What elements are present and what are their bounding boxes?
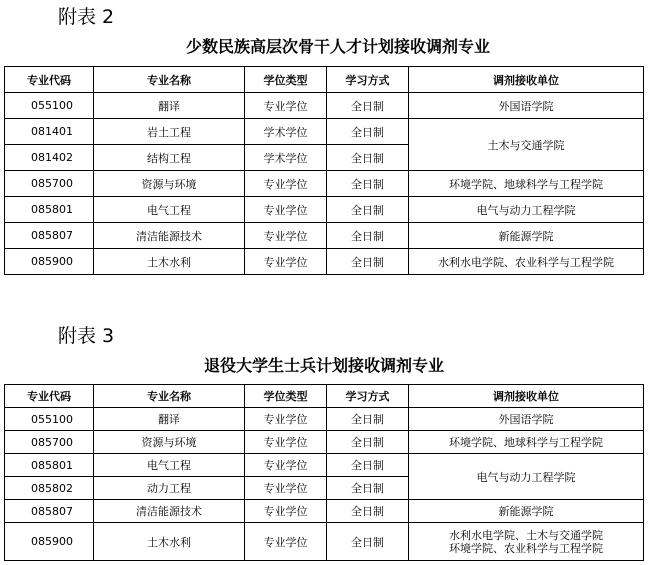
receiving-unit: 新能源学院 <box>409 500 644 523</box>
table-row <box>5 171 644 197</box>
header-unit: 调剂接收单位 <box>409 67 644 93</box>
degree-type: 学术学位 <box>245 119 327 145</box>
receiving-unit: 环境学院、地球科学与工程学院 <box>409 171 644 197</box>
degree-type: 专业学位 <box>245 171 327 197</box>
study-mode: 全日制 <box>327 249 409 275</box>
table-row <box>5 223 644 249</box>
degree-type: 学术学位 <box>245 145 327 171</box>
table-row <box>5 500 644 523</box>
study-mode: 全日制 <box>327 197 409 223</box>
major-name: 翻译 <box>94 93 245 119</box>
header-code: 专业代码 <box>5 67 94 93</box>
header-name: 专业名称 <box>94 67 245 93</box>
major-code: 085807 <box>5 223 94 249</box>
major-code: 085900 <box>5 523 94 561</box>
major-name: 资源与环境 <box>94 431 245 454</box>
table-row <box>5 523 644 561</box>
receiving-unit: 水利水电学院、农业科学与工程学院 <box>409 249 644 275</box>
degree-type: 专业学位 <box>245 249 327 275</box>
table-row <box>5 431 644 454</box>
table-row <box>5 197 644 223</box>
study-mode: 全日制 <box>327 431 409 454</box>
study-mode: 全日制 <box>327 145 409 171</box>
receiving-unit: 土木与交通学院 <box>409 119 644 171</box>
header-name: 专业名称 <box>94 385 245 408</box>
receiving-unit: 新能源学院 <box>409 223 644 249</box>
header-degree: 学位类型 <box>245 67 327 93</box>
study-mode: 全日制 <box>327 119 409 145</box>
study-mode: 全日制 <box>327 477 409 500</box>
degree-type: 专业学位 <box>245 500 327 523</box>
major-name: 电气工程 <box>94 197 245 223</box>
appendix-3-table <box>4 384 644 561</box>
degree-type: 专业学位 <box>245 93 327 119</box>
table-row <box>5 454 644 477</box>
header-degree: 学位类型 <box>245 385 327 408</box>
study-mode: 全日制 <box>327 454 409 477</box>
major-name: 结构工程 <box>94 145 245 171</box>
table-row <box>5 93 644 119</box>
table-header-row <box>5 67 644 93</box>
study-mode: 全日制 <box>327 408 409 431</box>
appendix-2-title: 少数民族高层次骨干人才计划接收调剂专业 <box>185 37 490 56</box>
major-code: 085700 <box>5 171 94 197</box>
major-code: 081401 <box>5 119 94 145</box>
table-header-row <box>5 385 644 408</box>
study-mode: 全日制 <box>327 223 409 249</box>
receiving-unit: 电气与动力工程学院 <box>409 454 644 500</box>
major-name: 土木水利 <box>94 249 245 275</box>
header-code: 专业代码 <box>5 385 94 408</box>
degree-type: 专业学位 <box>245 454 327 477</box>
study-mode: 全日制 <box>327 93 409 119</box>
degree-type: 专业学位 <box>245 477 327 500</box>
receiving-unit: 外国语学院 <box>409 93 644 119</box>
study-mode: 全日制 <box>327 500 409 523</box>
appendix-3-title: 退役大学生士兵计划接收调剂专业 <box>203 356 444 375</box>
major-name: 岩土工程 <box>94 119 245 145</box>
receiving-unit-line: 环境学院、农业科学与工程学院 <box>449 541 603 555</box>
major-name: 电气工程 <box>94 454 245 477</box>
degree-type: 专业学位 <box>245 197 327 223</box>
major-name: 土木水利 <box>94 523 245 561</box>
major-code: 055100 <box>5 408 94 431</box>
major-name: 清洁能源技术 <box>94 223 245 249</box>
major-code: 055100 <box>5 93 94 119</box>
receiving-unit <box>409 523 644 561</box>
table-row <box>5 119 644 145</box>
receiving-unit-line: 水利水电学院、土木与交通学院 <box>449 528 603 542</box>
study-mode: 全日制 <box>327 171 409 197</box>
major-code: 085807 <box>5 500 94 523</box>
major-name: 动力工程 <box>94 477 245 500</box>
degree-type: 专业学位 <box>245 523 327 561</box>
receiving-unit: 电气与动力工程学院 <box>409 197 644 223</box>
major-code: 085801 <box>5 454 94 477</box>
receiving-unit: 外国语学院 <box>409 408 644 431</box>
receiving-unit: 环境学院、地球科学与工程学院 <box>409 431 644 454</box>
major-code: 085700 <box>5 431 94 454</box>
appendix-3-label: 附表 3 <box>58 325 115 347</box>
degree-type: 专业学位 <box>245 408 327 431</box>
table-row <box>5 249 644 275</box>
major-name: 资源与环境 <box>94 171 245 197</box>
major-code: 085801 <box>5 197 94 223</box>
degree-type: 专业学位 <box>245 223 327 249</box>
major-code: 085802 <box>5 477 94 500</box>
appendix-2-table <box>4 66 644 275</box>
major-name: 清洁能源技术 <box>94 500 245 523</box>
header-mode: 学习方式 <box>327 385 409 408</box>
degree-type: 专业学位 <box>245 431 327 454</box>
major-code: 081402 <box>5 145 94 171</box>
study-mode: 全日制 <box>327 523 409 561</box>
header-unit: 调剂接收单位 <box>409 385 644 408</box>
major-name: 翻译 <box>94 408 245 431</box>
appendix-2-label: 附表 2 <box>58 6 115 28</box>
major-code: 085900 <box>5 249 94 275</box>
header-mode: 学习方式 <box>327 67 409 93</box>
table-row <box>5 408 644 431</box>
